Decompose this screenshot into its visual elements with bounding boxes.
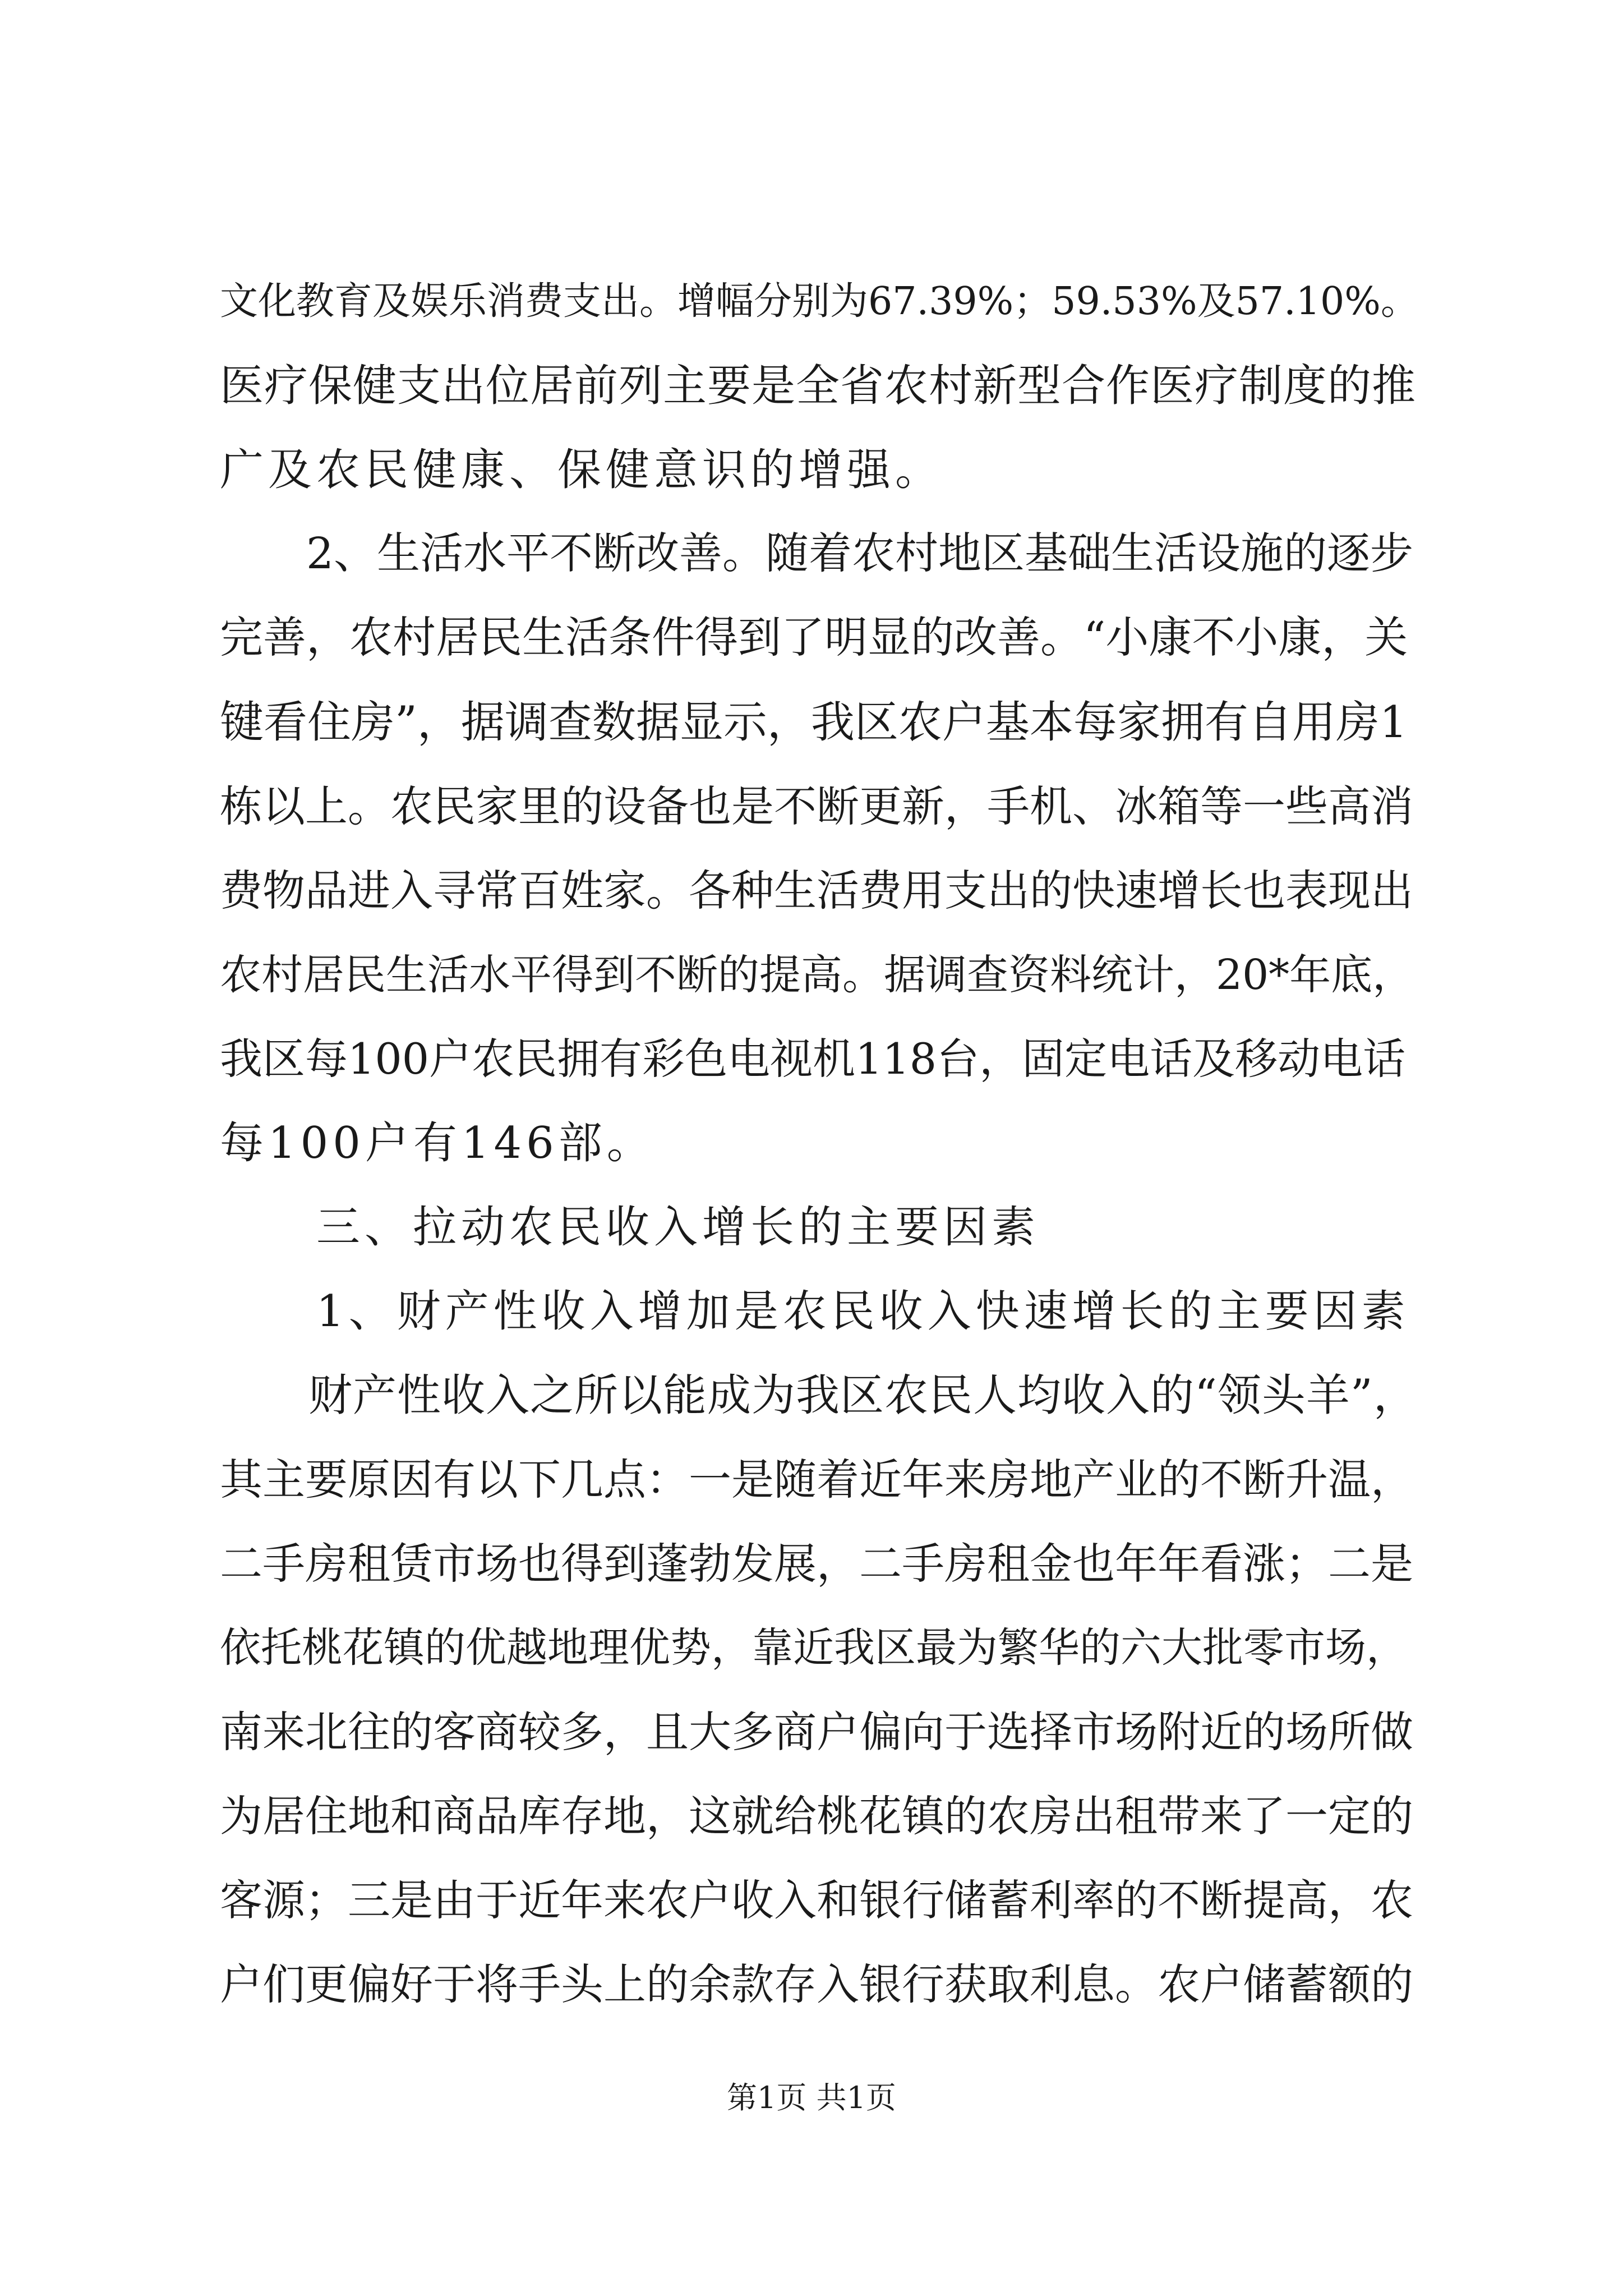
text-line: 为居住地和商品库存地，这就给桃花镇的农房出租带来了一定的 <box>220 1791 1413 1841</box>
text-line: 户们更偏好于将手头上的余款存入银行获取利息。农户储蓄额的 <box>220 1959 1413 2009</box>
document-body <box>220 260 1420 2027</box>
text-line: 财产性收入之所以能成为我区农民人均收入的“领头羊”， <box>220 1370 1418 1421</box>
text-line: 南来北往的客商较多，且大多商户偏向于选择市场附近的场所做 <box>220 1707 1413 1757</box>
text-line: 二手房租赁市场也得到蓬勃发展，二手房租金也年年看涨；二是 <box>220 1539 1413 1589</box>
text-line: 客源；三是由于近年来农户收入和银行储蓄利率的不断提高，农 <box>220 1875 1413 1925</box>
subsection-heading: 1、财产性收入增加是农民收入快速增长的主要因素 <box>220 1286 1410 1337</box>
text-line: 费物品进入寻常百姓家。各种生活费用支出的快速增长也表现出 <box>220 866 1413 915</box>
text-line: 我区每100户农民拥有彩色电视机118台，固定电话及移动电话 <box>220 1034 1406 1084</box>
page-footer: 第1页 共1页 <box>727 2080 896 2115</box>
text-line: 每100户有146部。 <box>220 1118 655 1168</box>
text-line: 2、生活水平不断改善。随着农村地区基础生活设施的逐步 <box>220 529 1413 579</box>
text-line: 键看住房”，据调查数据显示，我区农户基本每家拥有自用房1 <box>220 697 1408 748</box>
text-line: 完善，农村居民生活条件得到了明显的改善。“小康不小康，关 <box>220 613 1408 663</box>
text-line: 文化教育及娱乐消费支出。增幅分别为67.39%；59.53%及57.10%。 <box>220 279 1419 324</box>
text-line: 栋以上。农民家里的设备也是不断更新，手机、冰箱等一些高消 <box>220 781 1413 831</box>
text-line: 农村居民生活水平得到不断的提高。据调查资料统计，20*年底， <box>220 951 1414 999</box>
text-line: 广及农民健康、保健意识的增强。 <box>220 445 944 495</box>
text-line: 医疗保健支出位居前列主要是全省农村新型合作医疗制度的推 <box>220 361 1417 411</box>
text-line: 依托桃花镇的优越地理优势，靠近我区最为繁华的六大批零市场， <box>220 1624 1407 1672</box>
section-heading: 三、拉动农民收入增长的主要因素 <box>220 1202 1040 1253</box>
text-line: 其主要原因有以下几点：一是随着近年来房地产业的不断升温， <box>220 1455 1413 1504</box>
